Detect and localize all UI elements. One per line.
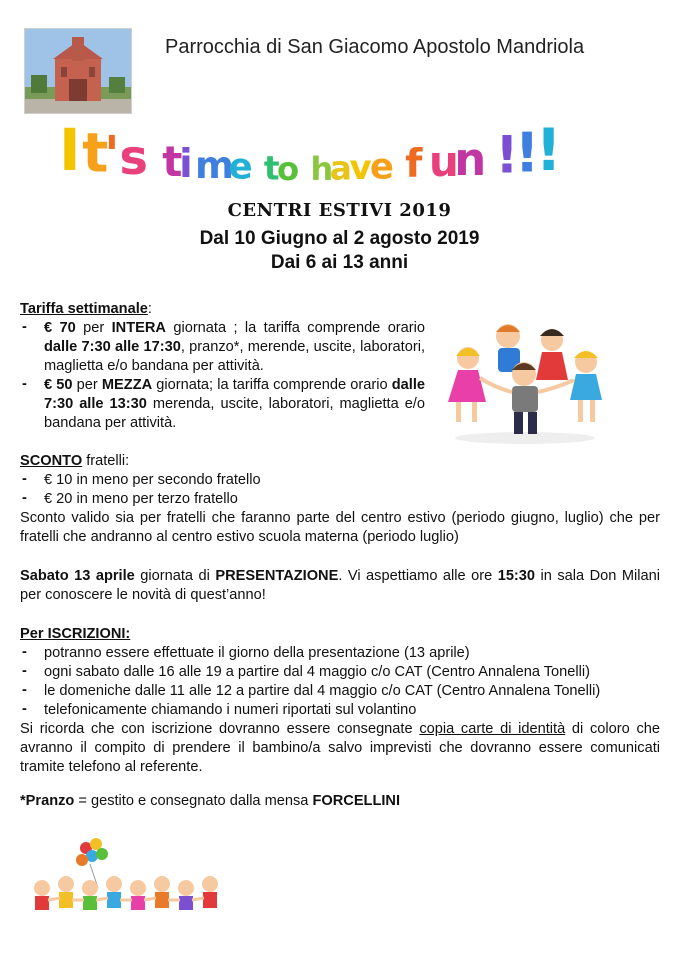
iscrizioni-note <box>20 720 660 777</box>
iscrizioni-item: - potranno essere effettuate il giorno della presentazione (13 aprile) <box>20 644 660 663</box>
sconto-list <box>20 471 660 509</box>
fun-banner <box>55 108 615 208</box>
banner-letter: u <box>428 137 459 187</box>
full-type: INTERA <box>111 320 166 336</box>
presentazione-date: Sabato 13 aprile <box>20 568 135 584</box>
age-range: Dai 6 ai 13 anni <box>270 252 409 273</box>
pranzo-name: FORCELLINI <box>312 793 401 809</box>
half-text1: giornata; la tariffa comprende orario <box>152 377 392 393</box>
pranzo-text: = gestito e consegnato dalla mensa <box>74 793 313 809</box>
presentazione-t1: giornata di <box>134 568 216 584</box>
half-text2: merenda, uscite, laboratori, maglietta e/o bandana per attività. <box>44 396 425 431</box>
half-per: per <box>72 377 102 393</box>
date-range: Dal 10 Giugno al 2 agosto 2019 <box>199 228 480 249</box>
banner-letter: e <box>369 146 394 188</box>
half-type: MEZZA <box>101 377 153 393</box>
banner-letter: ! <box>495 125 519 186</box>
banner-letter: h <box>310 149 334 188</box>
iscrizioni-item: - le domeniche dalle 11 alle 12 a partire dal 4 maggio c/o CAT (Centro Annalena Tonelli) <box>20 682 660 701</box>
sconto-note: Sconto valido sia per fratelli che faranno parte del centro estivo (periodo giugno, luglio) che per fratelli che andranno al centro estivo scuola materna (periodo luglio) <box>20 510 660 545</box>
banner-letter: o <box>277 149 300 188</box>
banner-letter: i <box>179 141 193 188</box>
church-icon <box>25 29 131 113</box>
banner-letter: v <box>349 148 372 189</box>
banner-letter: e <box>228 146 253 188</box>
full-text2: , pranzo*, merende, uscite, laboratori, maglietta e/o bandana per attività. <box>44 339 425 374</box>
iscrizioni-item: - telefonicamente chiamando i numeri riportati sul volantino <box>20 701 660 720</box>
kids-row-illustration <box>28 838 238 918</box>
banner-letter: n <box>454 133 487 186</box>
sconto-heading-rest: fratelli: <box>82 453 130 469</box>
banner-letter: s <box>119 129 149 186</box>
tariffa-heading <box>20 300 152 319</box>
tariffa-half <box>20 376 425 433</box>
documents-underlined: copia carte di identità <box>419 721 566 737</box>
full-hours: dalle 7:30 alle 17:30 <box>44 339 181 355</box>
banner-letter: ! <box>535 116 562 184</box>
full-per: per <box>75 320 112 336</box>
tariffa-list <box>20 319 425 433</box>
iscrizioni-list <box>20 644 660 720</box>
presentazione-t2: . Vi aspettiamo alle ore <box>338 568 498 584</box>
tariffa-heading-text: Tariffa settimanale <box>20 301 148 317</box>
presentazione-word: PRESENTAZIONE <box>215 568 339 584</box>
banner-letter: t <box>162 137 183 187</box>
iscrizioni-item: - ogni sabato dalle 16 alle 19 a partire dal 4 maggio c/o CAT (Centro Annalena Tonelli) <box>20 663 660 682</box>
banner-letter: t <box>263 148 280 188</box>
presentazione-time: 15:30 <box>497 568 536 584</box>
iscrizioni-note2: di coloro che avranno il compito di prendere il bambino/a salvo imprevisti che dovranno essere comunicati tramite telefono al referente. <box>20 721 660 775</box>
banner-letter: m <box>194 142 234 187</box>
pranzo-label: *Pranzo <box>20 793 75 809</box>
tariffa-full <box>20 319 425 376</box>
tariffa-colon: : <box>147 301 152 317</box>
sconto-heading <box>20 452 660 471</box>
sconto-item: - € 10 in meno per secondo fratello <box>20 471 660 490</box>
banner-letter: I <box>59 116 81 184</box>
banner-letter: t <box>82 120 109 185</box>
banner-letter: ! <box>514 120 540 185</box>
half-price: € 50 <box>44 377 73 393</box>
iscrizioni-heading: Per ISCRIZIONI: <box>20 626 131 642</box>
banner-letter: a <box>329 148 352 188</box>
half-hours: dalle 7:30 alle 13:30 <box>44 377 426 412</box>
church-photo <box>24 28 132 114</box>
banner-letter: f <box>405 141 423 188</box>
kids-dancing-illustration <box>440 318 610 448</box>
parish-name: Parrocchia di San Giacomo Apostolo Mandriola <box>165 36 585 58</box>
dates-block <box>0 227 679 275</box>
banner-letter: ' <box>104 125 120 186</box>
sconto-item: - € 20 in meno per terzo fratello <box>20 490 660 509</box>
presentazione-paragraph <box>20 567 660 605</box>
presentazione-t3: in sala Don Milani per conoscere le novità di quest’anno! <box>20 568 660 603</box>
centri-estivi-title: CENTRI ESTIVI 2019 <box>227 200 452 221</box>
full-text1: giornata ; la tariffa comprende orario <box>165 320 426 336</box>
iscrizioni-section <box>20 625 660 777</box>
sconto-heading-text: SCONTO <box>20 453 83 469</box>
full-price: € 70 <box>44 320 76 336</box>
iscrizioni-note1: Si ricorda che con iscrizione dovranno essere consegnate <box>20 721 420 737</box>
sconto-section <box>20 452 660 547</box>
pranzo-note <box>20 792 660 811</box>
